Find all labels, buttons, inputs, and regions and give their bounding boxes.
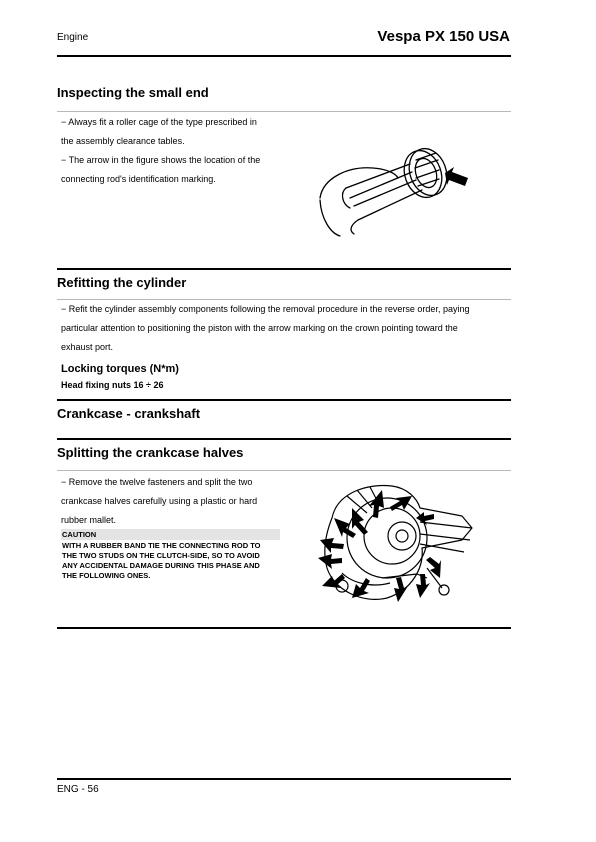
page-number: ENG - 56 xyxy=(57,784,99,795)
crankcase-figure xyxy=(312,478,477,608)
torque-row: Head fixing nuts 16 ÷ 26 xyxy=(61,380,164,390)
caution-label: CAUTION xyxy=(61,529,280,540)
cylinder-text xyxy=(61,300,511,357)
text-line: particular attention to positioning the piston with the arrow marking on the crown pointing toward the xyxy=(61,323,458,333)
header-rule xyxy=(57,55,511,57)
heading-small-end: Inspecting the small end xyxy=(57,85,209,100)
caution-line: ANY ACCIDENTAL DAMAGE DURING THIS PHASE AND xyxy=(62,561,260,570)
header-title: Vespa PX 150 USA xyxy=(377,28,510,45)
heading-splitting: Splitting the crankcase halves xyxy=(57,445,244,460)
divider xyxy=(57,470,511,471)
text-line: − Always fit a roller cage of the type prescribed in xyxy=(61,117,257,127)
small-end-text xyxy=(61,113,301,189)
text-line: the assembly clearance tables. xyxy=(61,136,185,146)
header-section: Engine xyxy=(57,32,89,43)
text-line: − Remove the twelve fasteners and split the two xyxy=(61,477,253,487)
divider xyxy=(57,399,511,401)
divider xyxy=(57,111,511,112)
divider xyxy=(57,438,511,440)
text-line: crankcase halves carefully using a plastic or hard xyxy=(61,496,258,506)
text-line: − The arrow in the figure shows the location of the xyxy=(61,155,261,165)
caution-line: THE FOLLOWING ONES. xyxy=(62,571,151,580)
text-line: connecting rod's identification marking. xyxy=(61,174,216,184)
heading-refitting-cylinder: Refitting the cylinder xyxy=(57,275,187,290)
connecting-rod-figure xyxy=(318,138,468,238)
footer-rule xyxy=(57,778,511,780)
torque-title: Locking torques (N*m) xyxy=(61,363,179,375)
divider xyxy=(57,268,511,270)
heading-crankcase: Crankcase - crankshaft xyxy=(57,406,201,421)
text-line: rubber mallet. xyxy=(61,515,117,525)
text-line: exhaust port. xyxy=(61,342,114,352)
caution-text xyxy=(62,541,282,581)
text-line: − Refit the cylinder assembly components following the removal procedure in the reverse order, paying xyxy=(61,304,470,314)
divider xyxy=(57,627,511,629)
caution-line: THE TWO STUDS ON THE CLUTCH-SIDE, SO TO AVOID xyxy=(62,551,260,560)
caution-line: WITH A RUBBER BAND TIE THE CONNECTING ROD TO xyxy=(62,541,261,550)
splitting-text xyxy=(61,473,291,530)
